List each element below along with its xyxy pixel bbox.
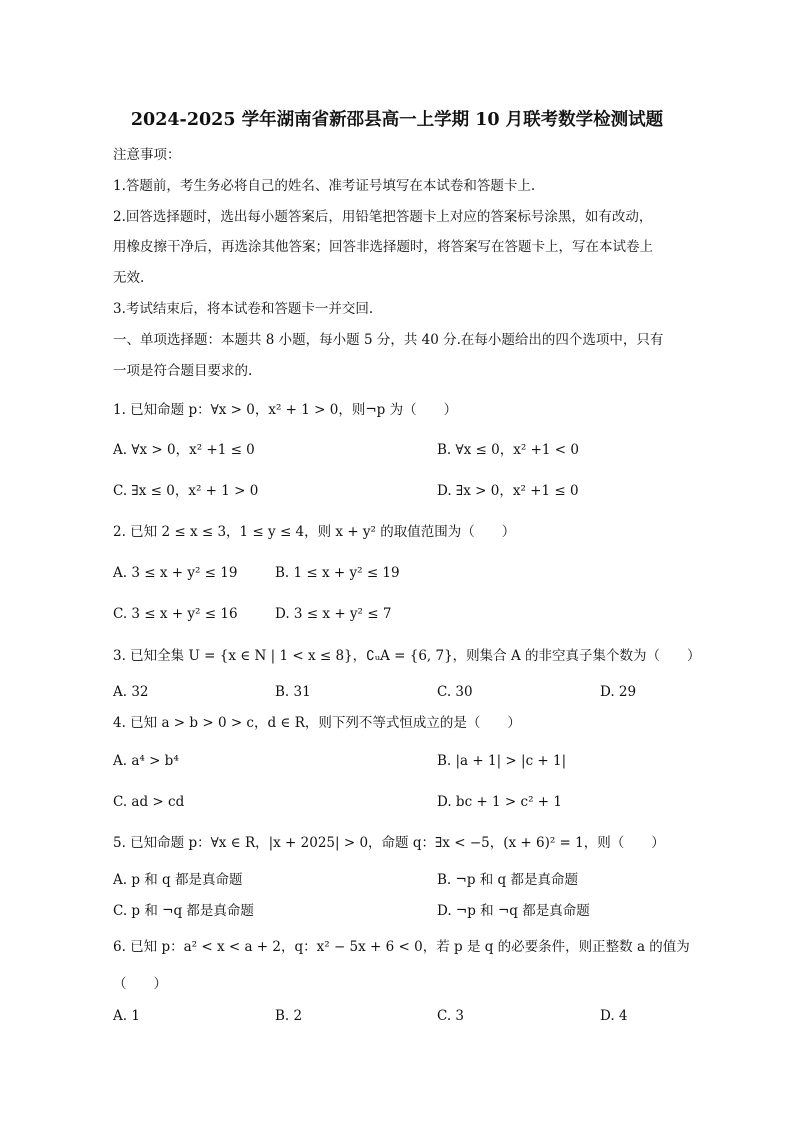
q4-option-a: A. a⁴ > b⁴: [113, 753, 179, 769]
q4-option-b: B. |a + 1| > |c + 1|: [437, 753, 567, 769]
note-1: 1.答题前，考生务必将自己的姓名、准考证号填写在本试卷和答题卡上.: [113, 178, 536, 194]
note-2-line-3: 无效.: [113, 270, 145, 286]
q6-option-b: B. 2: [275, 1008, 303, 1024]
question-6-stem: 6. 已知 p：a² < x < a + 2，q：x² − 5x + 6 < 0，若 p 是 q 的必要条件，则正整数 a 的值为: [113, 939, 690, 955]
q3-option-c: C. 30: [437, 684, 473, 700]
question-5-stem: 5. 已知命题 p：∀x ∈ R，|x + 2025| > 0，命题 q：∃x < −5，(x + 6)² = 1，则（ ）: [113, 835, 665, 851]
q1-option-d: D. ∃x > 0，x² +1 ≤ 0: [437, 483, 579, 499]
q1-option-b: B. ∀x ≤ 0，x² +1 < 0: [437, 442, 579, 458]
q2-option-d: D. 3 ≤ x + y² ≤ 7: [275, 606, 392, 622]
q2-option-b: B. 1 ≤ x + y² ≤ 19: [275, 565, 400, 581]
q3-option-d: D. 29: [600, 684, 637, 700]
note-2-line-2: 用橡皮擦干净后，再选涂其他答案；回答非选择题时，将答案写在答题卡上，写在本试卷上: [113, 239, 653, 255]
question-6-stem-line-2: （ ）: [113, 976, 167, 992]
section-heading-line-1: 一、单项选择题：本题共 8 小题，每小题 5 分，共 40 分.在每小题给出的四个选项中，只有: [113, 332, 664, 348]
q1-option-c: C. ∃x ≤ 0，x² + 1 > 0: [113, 483, 259, 499]
q5-option-c: C. p 和 ¬q 都是真命题: [113, 903, 254, 919]
q5-option-b: B. ¬p 和 q 都是真命题: [437, 872, 578, 888]
section-heading-line-2: 一项是符合题目要求的.: [113, 363, 253, 379]
note-2-line-1: 2.回答选择题时，选出每小题答案后，用铅笔把答题卡上对应的答案标号涂黑，如有改动，: [113, 209, 653, 225]
q6-option-d: D. 4: [600, 1008, 628, 1024]
notes-heading: 注意事项：: [113, 147, 181, 163]
question-1-stem: 1. 已知命题 p：∀x > 0，x² + 1 > 0，则¬p 为（ ）: [113, 402, 458, 418]
q6-option-c: C. 3: [437, 1008, 465, 1024]
question-4-stem: 4. 已知 a > b > 0 > c，d ∈ R，则下列不等式恒成立的是（ ）: [113, 715, 521, 731]
q1-option-a: A. ∀x > 0，x² +1 ≤ 0: [113, 442, 255, 458]
note-3: 3.考试结束后，将本试卷和答题卡一并交回.: [113, 301, 374, 317]
q5-option-d: D. ¬p 和 ¬q 都是真命题: [437, 903, 590, 919]
question-2-stem: 2. 已知 2 ≤ x ≤ 3，1 ≤ y ≤ 4，则 x + y² 的取值范围为（ ）: [113, 524, 516, 540]
q5-option-a: A. p 和 q 都是真命题: [113, 872, 243, 888]
exam-title: 2024-2025 学年湖南省新邵县高一上学期 10 月联考数学检测试题: [130, 110, 664, 130]
q2-option-a: A. 3 ≤ x + y² ≤ 19: [113, 565, 238, 581]
q2-option-c: C. 3 ≤ x + y² ≤ 16: [113, 606, 238, 622]
q4-option-c: C. ad > cd: [113, 794, 185, 810]
q4-option-d: D. bc + 1 > c² + 1: [437, 794, 562, 810]
q3-option-b: B. 31: [275, 684, 311, 700]
question-3-stem: 3. 已知全集 U = {x ∈ N | 1 < x ≤ 8}，∁ᵤA = {6, 7}，则集合 A 的非空真子集个数为（ ）: [113, 648, 701, 664]
q3-option-a: A. 32: [113, 684, 149, 700]
q6-option-a: A. 1: [113, 1008, 140, 1024]
